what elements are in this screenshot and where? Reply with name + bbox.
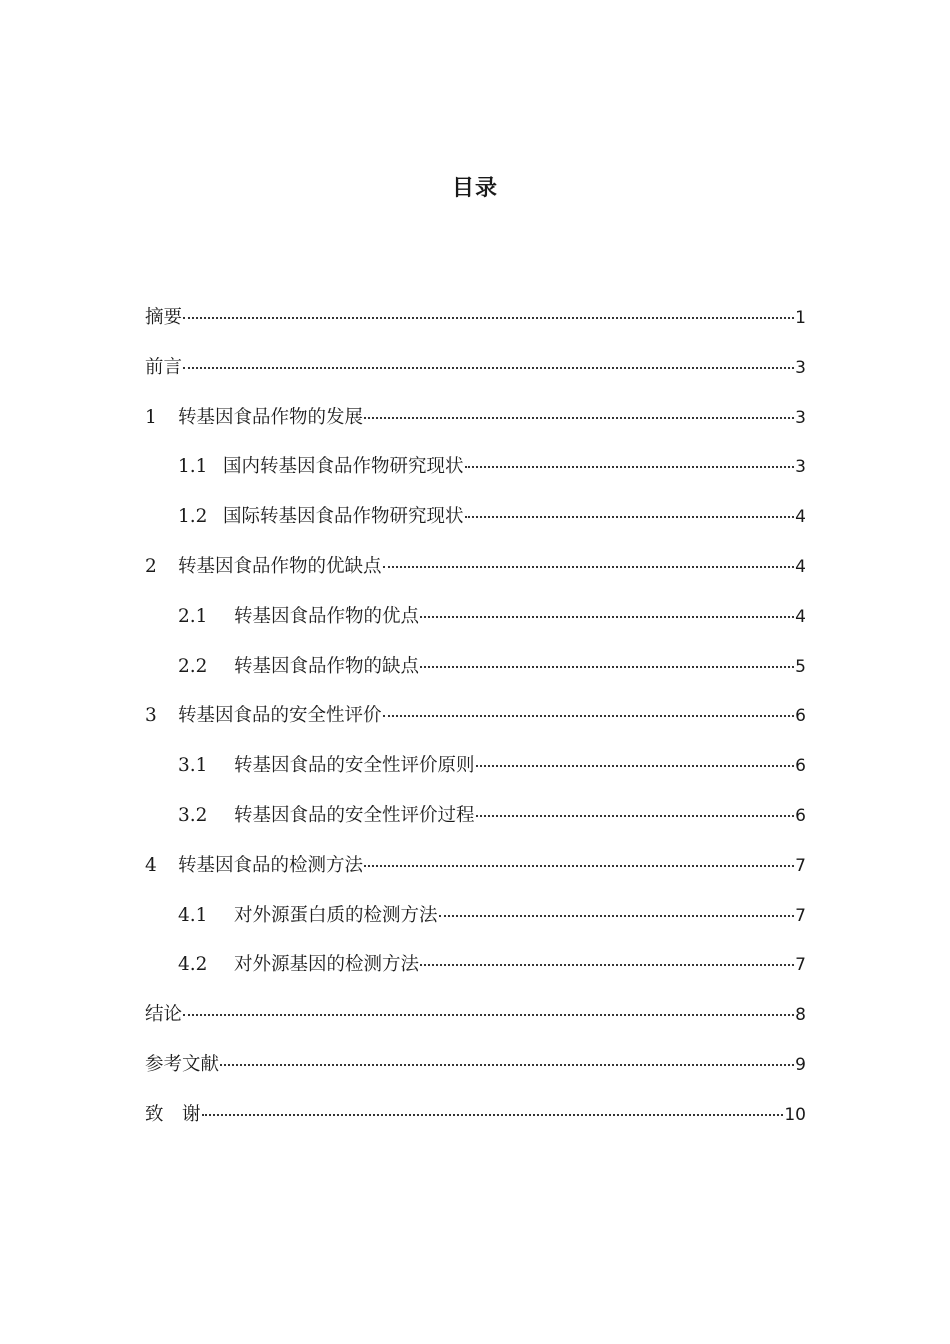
toc-entry-label: 转基因食品的安全性评价原则: [234, 755, 475, 777]
dot-leader: [364, 417, 794, 419]
dot-leader: [183, 317, 794, 319]
toc-entry[interactable]: [145, 851, 806, 901]
toc-entry-label: 对外源基因的检测方法: [234, 954, 420, 976]
dot-leader: [476, 815, 795, 817]
dot-leader: [465, 466, 795, 468]
toc-entry[interactable]: [145, 403, 806, 453]
toc-entry[interactable]: [145, 901, 806, 951]
toc-entry-number: 1: [145, 406, 157, 428]
toc-entry-number: 1.2: [178, 506, 208, 528]
dot-leader: [383, 566, 795, 568]
toc-entry-page: 7: [795, 905, 806, 926]
toc-entry-label: 转基因食品作物的优缺点: [178, 555, 382, 577]
toc-entry-number: 1.1: [178, 456, 208, 478]
dot-leader: [202, 1114, 784, 1116]
toc-entry-page: 6: [795, 805, 806, 826]
toc-entry[interactable]: [145, 452, 806, 502]
toc-entry-label: 转基因食品作物的缺点: [234, 655, 420, 677]
toc-entry-label: 参考文献: [145, 1053, 220, 1075]
toc-entry-page: 7: [795, 955, 806, 976]
toc-entry[interactable]: [145, 1100, 806, 1150]
toc-entry[interactable]: [145, 353, 806, 403]
toc-entry-page: 8: [795, 1005, 806, 1026]
toc-entry-label: 致 谢: [145, 1103, 201, 1125]
toc-entry-number: 3: [145, 705, 157, 727]
toc-entry-label: 国际转基因食品作物研究现状: [223, 506, 464, 528]
toc-entry-label: 转基因食品的检测方法: [178, 854, 364, 876]
toc-entry-page: 5: [795, 656, 806, 677]
dot-leader: [364, 865, 794, 867]
toc-entry-page: 10: [784, 1104, 806, 1125]
dot-leader: [220, 1064, 794, 1066]
dot-leader: [439, 915, 795, 917]
dot-leader: [465, 516, 795, 518]
toc-entry[interactable]: [145, 1000, 806, 1050]
toc-entry[interactable]: [145, 701, 806, 751]
toc-entry-page: 3: [795, 357, 806, 378]
dot-leader: [420, 616, 794, 618]
toc-entry-page: 4: [795, 507, 806, 528]
toc-entry[interactable]: [145, 502, 806, 552]
toc-entry-page: 4: [795, 606, 806, 627]
toc-entry[interactable]: [145, 950, 806, 1000]
toc-entry-number: 2.2: [178, 655, 208, 677]
toc-entry-label: 转基因食品作物的优点: [234, 605, 420, 627]
dot-leader: [183, 367, 794, 369]
toc-entry-label: 摘要: [145, 307, 183, 328]
dot-leader: [383, 715, 795, 717]
dot-leader: [183, 1014, 794, 1016]
toc-entry-label: 前言: [145, 356, 183, 378]
toc-entry-label: 转基因食品的安全性评价: [178, 705, 382, 727]
toc-entry-label: 国内转基因食品作物研究现状: [223, 456, 464, 478]
toc-entry-page: 6: [795, 756, 806, 777]
toc-entry[interactable]: [145, 1050, 806, 1100]
table-of-contents: [145, 303, 806, 1150]
toc-entry[interactable]: [145, 602, 806, 652]
toc-entry-number: 2: [145, 555, 157, 577]
toc-entry-page: 1: [795, 308, 806, 328]
toc-entry-number: 2.1: [178, 605, 208, 627]
dot-leader: [420, 666, 794, 668]
toc-entry-number: 4.2: [178, 954, 208, 976]
toc-entry-label: 对外源蛋白质的检测方法: [234, 904, 438, 926]
page-title: 目录: [451, 176, 498, 201]
toc-entry-number: 4.1: [178, 904, 208, 926]
toc-entry-page: 4: [795, 556, 806, 577]
toc-entry-page: 9: [795, 1054, 806, 1075]
dot-leader: [420, 964, 794, 966]
toc-entry-number: 4: [145, 854, 157, 876]
toc-entry-label: 转基因食品作物的发展: [178, 406, 364, 428]
toc-entry[interactable]: [145, 751, 806, 801]
toc-entry-label: 转基因食品的安全性评价过程: [234, 804, 475, 826]
toc-entry[interactable]: [145, 652, 806, 702]
toc-entry[interactable]: [145, 552, 806, 602]
toc-entry-number: 3.2: [178, 804, 208, 826]
toc-entry[interactable]: [145, 303, 806, 353]
toc-entry-label: 结论: [145, 1004, 183, 1026]
toc-entry[interactable]: [145, 801, 806, 851]
toc-entry-page: 3: [795, 457, 806, 478]
toc-entry-page: 7: [795, 855, 806, 876]
toc-entry-page: 6: [795, 706, 806, 727]
toc-entry-page: 3: [795, 407, 806, 428]
dot-leader: [476, 765, 795, 767]
toc-entry-number: 3.1: [178, 755, 208, 777]
